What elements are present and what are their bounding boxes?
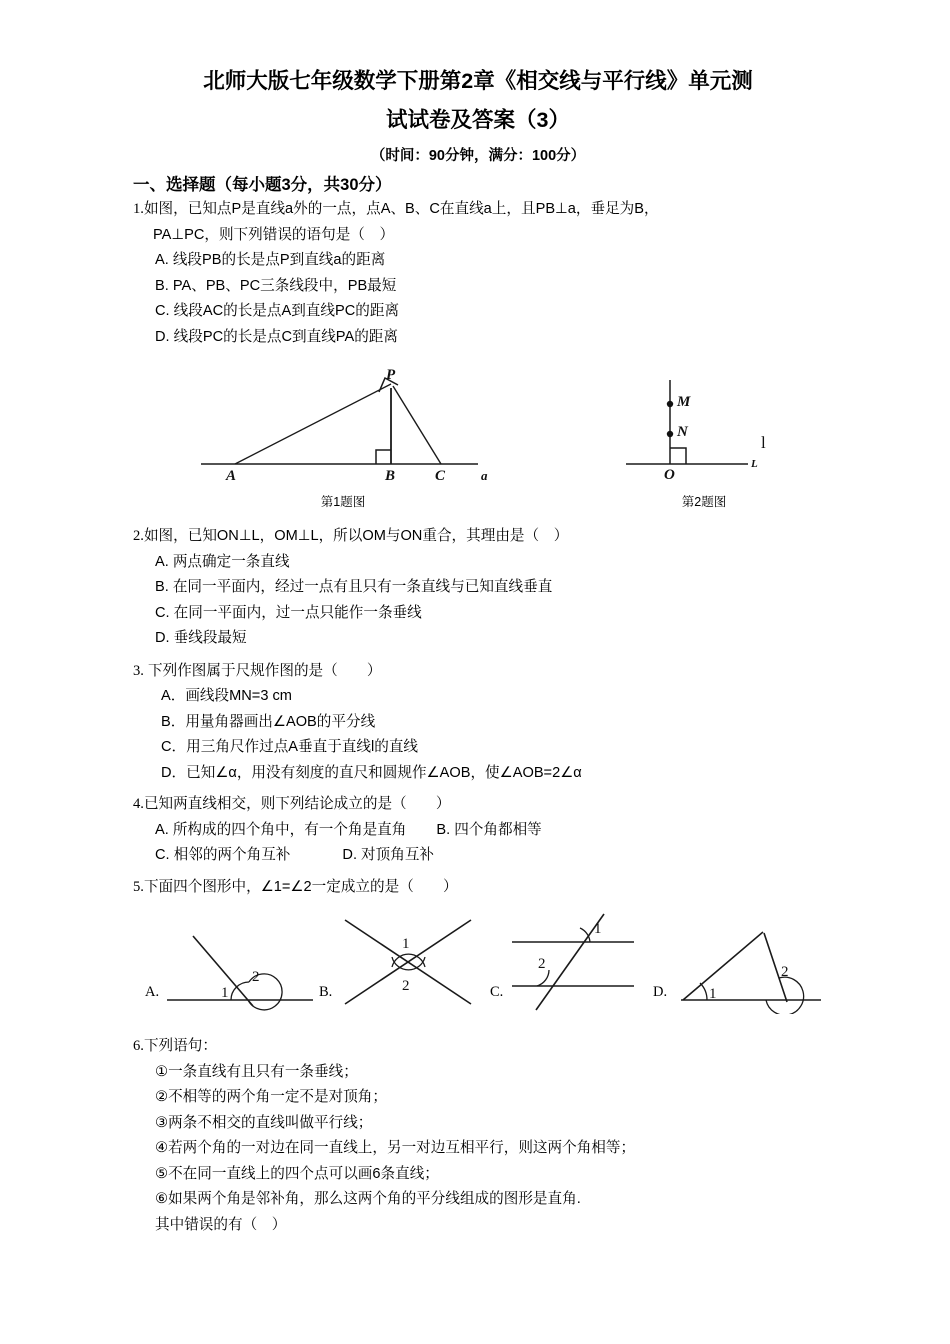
question-2-option-c-text: C. 在同一平面内，过一点只能作一条垂线: [155, 604, 422, 621]
question-5-figure-b-angle-1: 1: [402, 936, 410, 952]
question-5-figure-a-angle-1: 1: [221, 985, 229, 1001]
question-6-statement-3: [133, 1111, 823, 1137]
question-4-option-d-text: D. 对顶角互补: [342, 847, 435, 863]
question-3-option-c-text: C．用三角尺作过点A垂直于直线l的直线: [161, 739, 419, 755]
question-2-option-c: [133, 601, 823, 627]
question-4-stem: [133, 792, 823, 818]
question-5-figure-a-angle-2: 2: [252, 969, 260, 985]
question-1-stem-line-2: [133, 223, 823, 249]
page-content: [133, 0, 823, 1238]
question-6-statement-4: [133, 1136, 823, 1162]
question-6-number: 6.: [133, 1038, 144, 1054]
question-5-figure-d-angle-2: 2: [781, 964, 789, 980]
question-5-figure-b-label: B.: [319, 984, 333, 1000]
question-5-figure-a-label: A.: [145, 984, 160, 1000]
question-3-option-d-text: D．已知∠α，用没有刻度的直尺和圆规作∠AOB，使∠AOB=2∠α: [161, 764, 582, 781]
question-5-figure-c-angle-1: 1: [594, 921, 602, 937]
question-5-figures: [133, 906, 823, 1024]
question-5-figure-d-label: D.: [653, 984, 668, 1000]
exam-info-text: （时间：90分钟，满分：100分）: [370, 148, 586, 164]
question-6-statement-6: [133, 1187, 823, 1213]
question-2-option-b: [133, 575, 823, 601]
figure-2-label-o: O: [664, 467, 675, 483]
question-1-option-c-text: C. 线段AC的长是点A到直线PC的距离: [155, 303, 400, 319]
section-heading-text: 一、选择题（每小题3分，共30分）: [133, 176, 392, 194]
question-5-figure-b-drawing: [337, 906, 492, 1014]
question-1-option-d: [133, 325, 823, 351]
figure-2-drawing: [618, 366, 803, 484]
question-6-statement-1: [133, 1060, 823, 1086]
title-line-1: 北师大版七年级数学下册第2章《相交线与平行线》单元测: [203, 69, 753, 93]
figure-1-label-p: P: [386, 367, 396, 383]
question-6-statement-4-text: ④若两个角的一对边在同一直线上，另一对边互相平行，则这两个角相等；: [155, 1140, 636, 1156]
question-2: [133, 524, 823, 652]
figure-2-point-m: [667, 401, 673, 407]
question-1-number: 1.: [133, 201, 144, 217]
figure-1-label-a: A: [226, 468, 237, 484]
question-5-figure-b-angle-2: 2: [402, 978, 410, 994]
question-5-stem-text: 下面四个图形中，∠1=∠2一定成立的是（ ）: [143, 878, 458, 895]
question-1: [133, 197, 823, 350]
figure-row-1: [133, 366, 823, 518]
question-5-figure-c-label: C.: [490, 984, 504, 1000]
question-3-number: 3.: [133, 662, 144, 679]
figure-1: [193, 366, 503, 510]
question-4: [133, 792, 823, 869]
question-5-figure-a-drawing: [163, 914, 323, 1014]
question-6-statement-5-text: ⑤不在同一直线上的四个点可以画6条直线；: [155, 1165, 439, 1182]
figure-2-label-n: N: [677, 424, 688, 440]
question-5-figure-d-angle-1: 1: [709, 986, 717, 1002]
question-3-stem-text: 下列作图属于尺规作图的是（ ）: [148, 662, 382, 679]
question-4-number: 4.: [133, 796, 144, 812]
question-1-option-b: [133, 274, 823, 300]
question-6-statement-2: [133, 1085, 823, 1111]
question-2-option-d-text: D. 垂线段最短: [155, 630, 247, 646]
question-4-stem-text: 已知两直线相交，则下列结论成立的是（ ）: [143, 796, 451, 812]
question-5-figure-c: [508, 906, 658, 1014]
section-heading: [133, 173, 823, 197]
question-1-option-a: [133, 248, 823, 274]
question-2-option-b-text: B. 在同一平面内，经过一点有且只有一条直线与已知直线垂直: [155, 579, 553, 595]
question-3-option-c: [133, 735, 823, 761]
figure-1-label-c: C: [435, 468, 446, 484]
question-6-stem: [133, 1034, 823, 1060]
question-3-option-a-text: A．画线段MN=3 cm: [161, 688, 292, 704]
question-1-option-d-text: D. 线段PC的长是点C到直线PA的距离: [155, 328, 398, 345]
figure-2: [618, 366, 803, 510]
question-2-number: 2.: [133, 528, 144, 544]
question-3-option-a: [133, 684, 823, 710]
question-3-stem: [133, 659, 823, 685]
question-5-stem: [133, 875, 823, 901]
title-line-2-wrap: [133, 101, 823, 140]
question-5-figure-c-drawing: [508, 906, 658, 1014]
question-3-option-b: [133, 710, 823, 736]
question-2-stem: [133, 524, 823, 550]
question-4-option-a-text: A. 所构成的四个角中，有一个角是直角: [155, 821, 407, 838]
question-6-statement-1-text: ①一条直线有且只有一条垂线；: [155, 1063, 358, 1080]
question-1-stem-text-2: PA⊥PC，则下列错误的语句是（ ）: [153, 226, 395, 243]
question-5-figure-d: [671, 914, 831, 1014]
question-4-options-row-1: [133, 818, 823, 844]
question-6-closing: [133, 1213, 823, 1239]
figure-2-caption-text: 第2题图: [681, 495, 727, 509]
question-2-option-d: [133, 626, 823, 652]
figure-2-caption: [618, 492, 790, 510]
question-3-option-d: [133, 761, 823, 787]
figure-1-label-b: B: [385, 468, 396, 484]
question-6-statement-5: [133, 1162, 823, 1188]
question-5-figure-d-drawing: [671, 914, 831, 1014]
question-2-stem-text: 如图，已知ON⊥L，OM⊥L，所以OM与ON重合，其理由是（ ）: [143, 528, 569, 544]
question-4-options-row-2: [133, 843, 823, 869]
figure-1-caption: [193, 492, 493, 510]
page-title: [133, 0, 823, 101]
question-4-option-b-text: B. 四个角都相等: [436, 821, 542, 838]
figure-2-label-l: l: [761, 433, 766, 452]
question-4-option-c-text: C. 相邻的两个角互补: [155, 847, 291, 863]
question-5-figure-a: [163, 914, 323, 1014]
exam-info: [133, 146, 823, 166]
figure-1-label-a-line: a: [481, 468, 488, 483]
question-6: [133, 1034, 823, 1238]
question-6-stem-text: 下列语句：: [143, 1038, 217, 1054]
question-1-option-a-text: A. 线段PB的长是点P到直线a的距离: [155, 252, 386, 268]
question-3: [133, 659, 823, 787]
figure-2-point-n: [667, 431, 673, 437]
figure-2-label-L: L: [751, 458, 758, 470]
figure-1-caption-text: 第1题图: [320, 495, 366, 509]
figure-1-drawing: [193, 366, 503, 484]
question-5: [133, 875, 823, 901]
question-2-option-a-text: A. 两点确定一条直线: [155, 553, 290, 570]
question-3-option-b-text: B．用量角器画出∠AOB的平分线: [161, 713, 376, 730]
question-1-stem-line-1: [133, 197, 823, 223]
question-6-statement-3-text: ③两条不相交的直线叫做平行线；: [155, 1114, 373, 1131]
question-5-number: 5.: [133, 878, 144, 895]
question-2-option-a: [133, 550, 823, 576]
question-6-statement-6-text: ⑥如果两个角是邻补角，那么这两个角的平分线组成的图形是直角.: [155, 1191, 581, 1207]
question-5-figure-b: [337, 906, 492, 1014]
title-line-2: 试试卷及答案（3）: [386, 108, 570, 132]
question-1-stem-text-1: 如图，已知点P是直线a外的一点，点A、B、C在直线a上，且PB⊥a，垂足为B，: [143, 201, 659, 217]
question-1-option-c: [133, 299, 823, 325]
question-5-figure-c-angle-2: 2: [538, 956, 546, 972]
question-6-closing-text: 其中错误的有（ ）: [155, 1216, 287, 1233]
question-6-statement-2-text: ②不相等的两个角一定不是对顶角；: [155, 1089, 387, 1105]
figure-2-label-m: M: [677, 394, 691, 410]
question-1-option-b-text: B. PA、PB、PC三条线段中，PB最短: [155, 277, 397, 294]
